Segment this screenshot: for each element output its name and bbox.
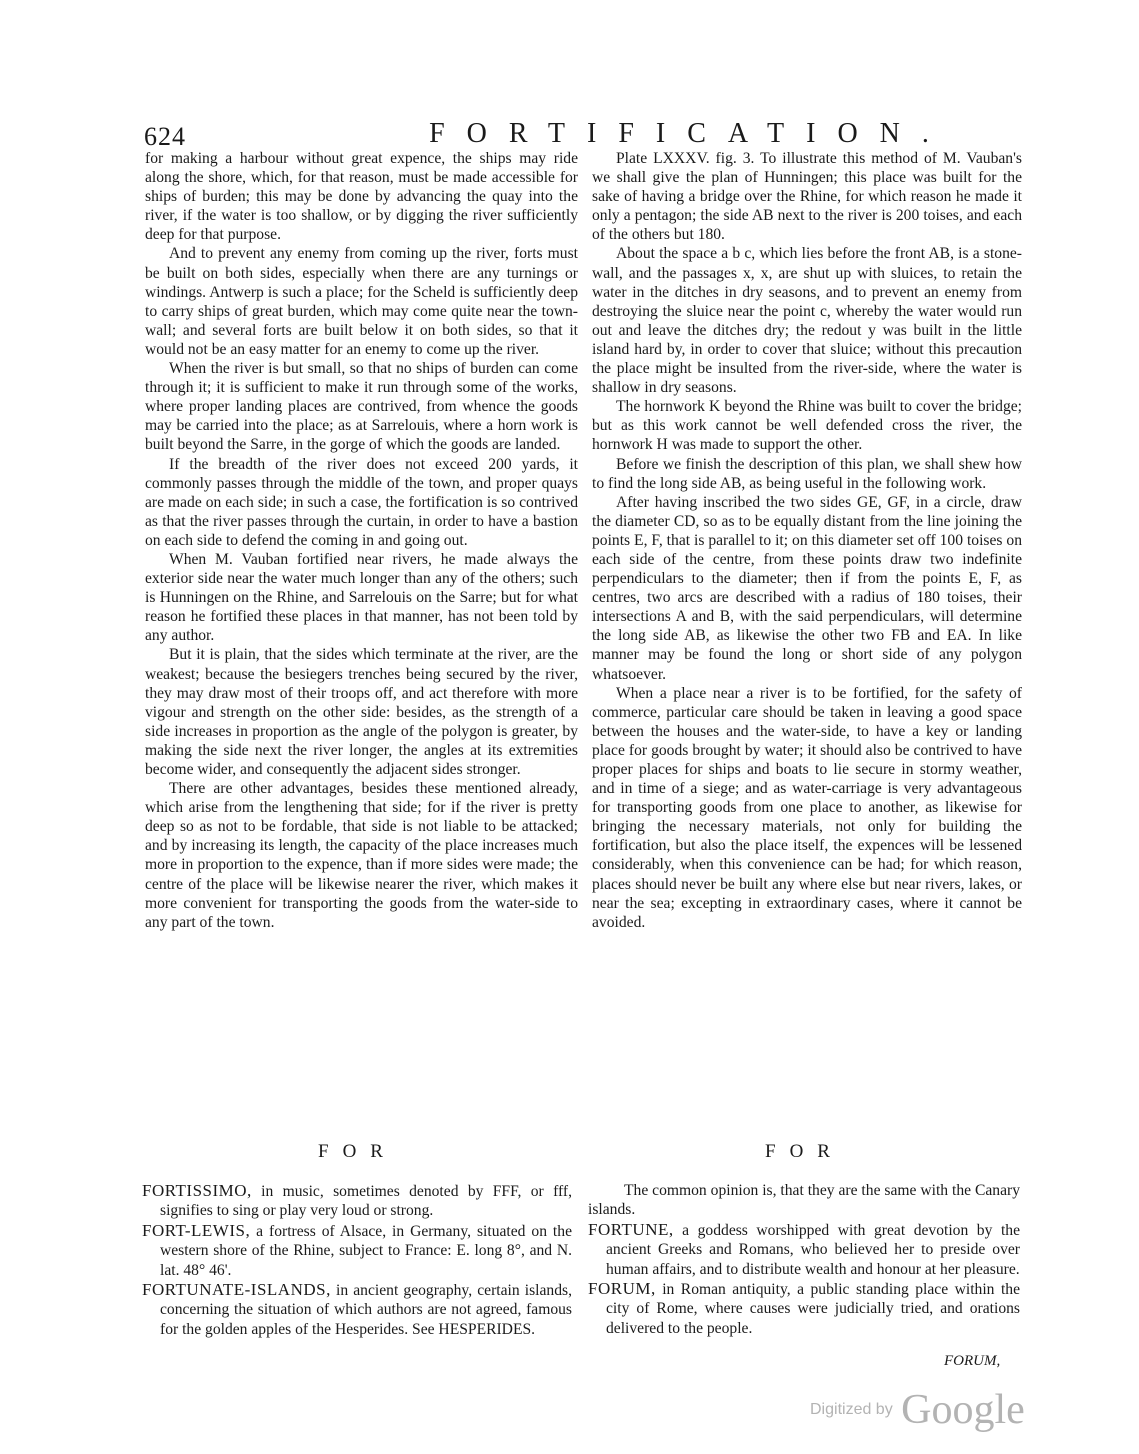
entry-text: in ancient geography, certain islands, concerning the situation of which authors are not agreed, famous for the golden apples of the Hesperides. See HESPERIDES. bbox=[160, 1282, 572, 1338]
entry-headword: FORTUNE, bbox=[588, 1219, 674, 1239]
paragraph: Plate LXXXV. fig. 3. To illustrate this method of M. Vauban's we shall give the plan of Hunningen; this place was built for the sake of having a bridge over the Rhine, for which reason he made it only a pentagon; the side AB next to the river is 200 toises, and each of the others but 180. bbox=[592, 150, 1022, 244]
dictionary-column-left bbox=[142, 1181, 572, 1339]
running-title: FORTIFICATION. bbox=[429, 118, 951, 149]
section-heading-left: FOR bbox=[318, 1141, 397, 1162]
page-header bbox=[140, 118, 1020, 152]
paragraph: About the space a b c, which lies before the front AB, is a stone-wall, and the passages x, x, are shut up with sluices, to retain the water in the ditches in dry seasons, and to prevent an enemy from destroying the sluice near the point c, whereby the water would run out and leave the ditches dry; the redout y was built in the little island hard by, in order to cover that sluice; without this precaution the place might be insulted from the river-side, where the water is shallow in dry seasons. bbox=[592, 245, 1022, 397]
right-text-column bbox=[592, 149, 1022, 932]
paragraph: After having inscribed the two sides GE, GF, in a circle, draw the diameter CD, so as to be equally distant from the line joining the points E, F, that is parallel to it; on this diameter set off 100 toises on each side of the centre, from these points draw two indefinite perpendiculars to the diameter; then if from the points E, F, as centres, two arcs are described with a radius of 180 toises, their intersections A and B, with the said perpendiculars, will determine the long side AB, as likewise the other two FB and EA. In like manner may be found the long or short side of any polygon whatsoever. bbox=[592, 493, 1022, 683]
entry-headword: FORTISSIMO, bbox=[142, 1181, 252, 1200]
google-logo: Google bbox=[901, 1387, 1025, 1433]
page-number: 624 bbox=[144, 122, 186, 151]
left-text-column bbox=[145, 149, 578, 932]
entry-text: in Roman antiquity, a public standing place within the city of Rome, where causes were judicially tried, and orations delivered to the people. bbox=[606, 1281, 1020, 1337]
section-heading-right: FOR bbox=[765, 1141, 844, 1162]
paragraph: When the river is but small, so that no ships of burden can come through it; it is sufficient to make it run through some of the works, where proper landing places are contrived, from whence the goods may be carried into the place; as at Sarrelouis, where a horn work is built beyond the Sarre, in the gorge of which the goods are landed. bbox=[145, 360, 578, 454]
dictionary-entry bbox=[588, 1279, 1020, 1338]
paragraph: There are other advantages, besides these mentioned already, which arise from the lengthening that side; for if the river is pretty deep so as not to be fordable, that side is not liable to be attacked; and by increasing its length, the capacity of the place increases much more in proportion to the expence, than if more sides were made; the centre of the place will be likewise nearer the river, which makes it more convenient for transporting the goods from the water-side to any part of the town. bbox=[145, 780, 578, 931]
entry-text: a goddess worshipped with great devotion by the ancient Greeks and Romans, who believed her to preside over human affairs, and to distribute wealth and honour at her pleasure. bbox=[606, 1221, 1020, 1278]
paragraph: When a place near a river is to be fortified, for the safety of commerce, particular care should be taken in leaving a good space between the houses and the water-side, to have a key or landing place for goods brought by water; it should also be contrived to have proper places for ships and boats to lie secure in stormy weather, and in time of a siege; and as water-carriage is very advantageous for transporting goods from one place to another, as likewise for bringing the necessary materials, not only for building the fortification, but also the place itself, the expences will be lessened considerably, when this convenience can be had; for which reason, places should never be built any where else but near rivers, lakes, or near the sea; excepting in extraordinary cases, where it cannot be avoided. bbox=[592, 684, 1022, 931]
paragraph: The hornwork K beyond the Rhine was built to cover the bridge; but as this work cannot be well defended cross the river, the hornwork H was made to support the other. bbox=[592, 398, 1022, 454]
dictionary-column-right bbox=[588, 1181, 1020, 1338]
entry-text: in music, sometimes denoted by FFF, or fff, signifies to sing or play very loud or strong. bbox=[160, 1183, 572, 1220]
paragraph: But it is plain, that the sides which terminate at the river, are the weakest; because the besiegers trenches being secured by the river, they may draw most of their troops off, and act therefore with more vigour and strength on the other side: besides, as the strength of a side increases in proportion as the angle of the polygon is greater, by making the side next the river longer, the angles at its extremities become wider, and consequently the adjacent sides stronger. bbox=[145, 646, 578, 778]
entry-continuation: The common opinion is, that they are the same with the Canary islands. bbox=[588, 1182, 1020, 1219]
paragraph: If the breadth of the river does not exceed 200 yards, it commonly passes through the middle of the town, and proper quays are made on each side; in such a case, the fortification is so contrived as that the river passes through the curtain, in order to have a bastion on each side to defend the coming in and going out. bbox=[145, 455, 578, 549]
paragraph: And to prevent any enemy from coming up the river, forts must be built on both sides, especially when there are any turnings or windings. Antwerp is such a place; for the Scheld is sufficiently deep to carry ships of great burden, which may come quite near the town-wall; and several forts are built below it on both sides, so that it would not be an easy matter for an enemy to come up the river. bbox=[145, 245, 578, 358]
dictionary-entry bbox=[142, 1221, 572, 1280]
digitized-watermark bbox=[810, 1386, 1025, 1434]
entry-headword: FORT-LEWIS, bbox=[142, 1220, 251, 1240]
dictionary-entry bbox=[142, 1280, 572, 1339]
entry-headword: FORTUNATE-ISLANDS, bbox=[142, 1280, 331, 1300]
dictionary-entry bbox=[588, 1220, 1020, 1279]
catchword: FORUM, bbox=[944, 1353, 1001, 1369]
paragraph: for making a harbour without great expence, the ships may ride along the shore, which, for that reason, must be made accessible for ships of burden; this may be done by advancing the quay into the river, if the water is too shallow, or by digging the river sufficiently deep for that purpose. bbox=[145, 150, 578, 244]
paragraph: When M. Vauban fortified near rivers, he made always the exterior side near the water much longer than any of the others; such is Hunningen on the Rhine, and Sarrelouis on the Sarre; but for what reason he fortified these places in that manner, has not been told by any author. bbox=[145, 550, 578, 645]
entry-text: a fortress of Alsace, in Germany, situated on the western shore of the Rhine, subject to France: E. long 8°, and N. lat. 48° 46'. bbox=[160, 1222, 572, 1279]
watermark-prefix: Digitized by bbox=[810, 1401, 893, 1418]
dictionary-entry bbox=[142, 1181, 572, 1221]
paragraph: Before we finish the description of this plan, we shall shew how to find the long side AB, as being useful in the following work. bbox=[592, 455, 1022, 492]
entry-headword: FORUM, bbox=[588, 1279, 656, 1299]
